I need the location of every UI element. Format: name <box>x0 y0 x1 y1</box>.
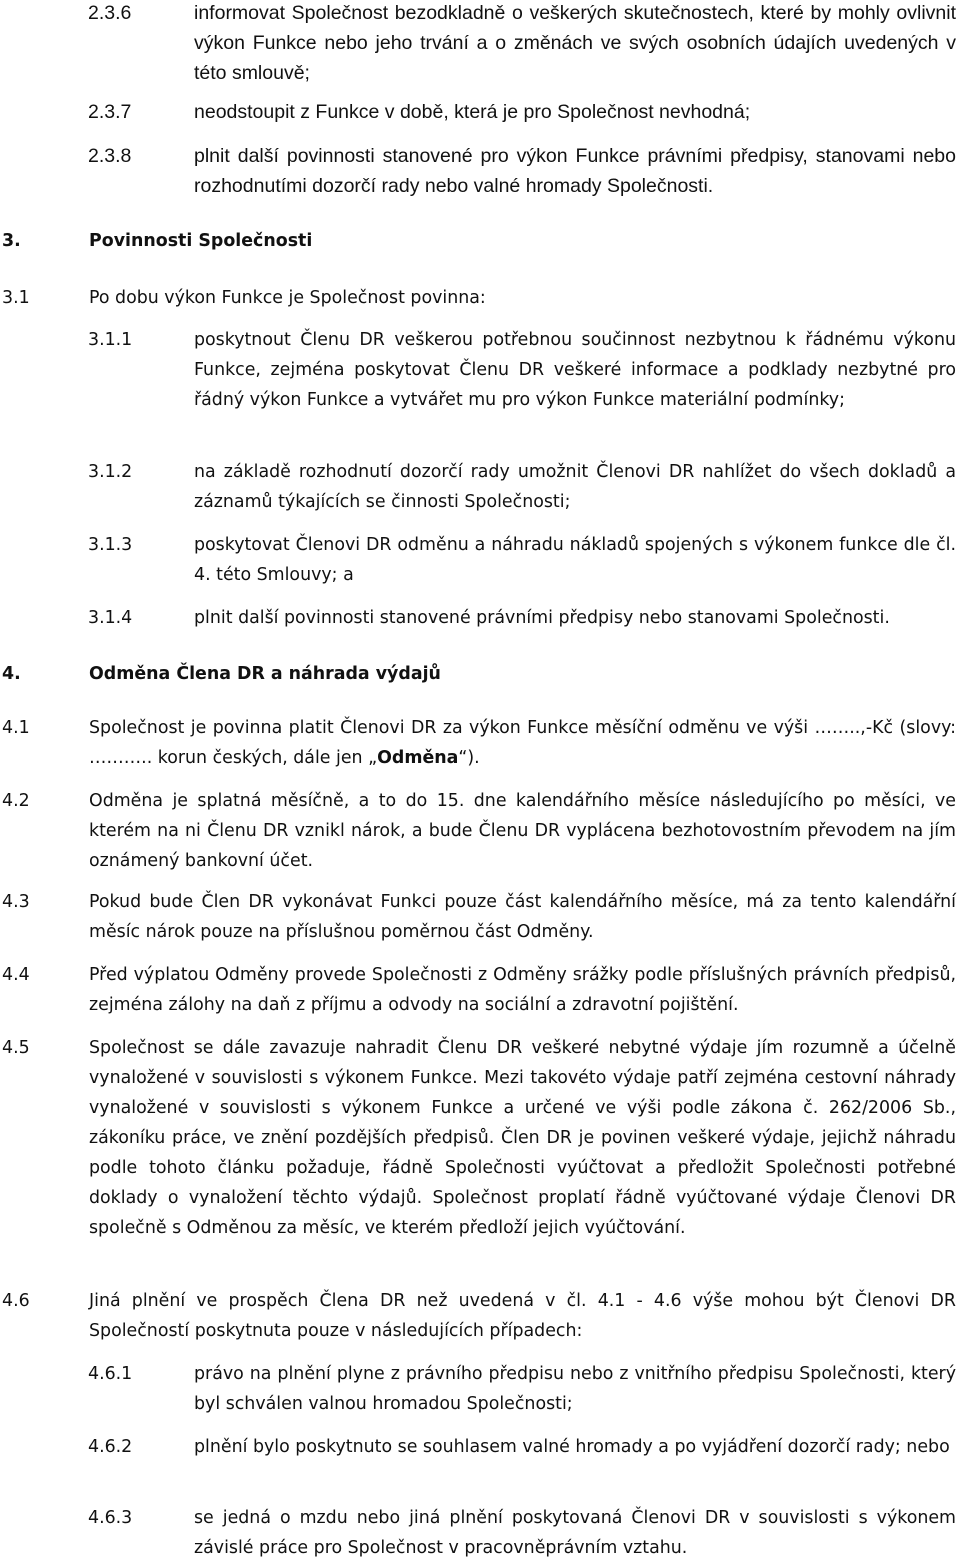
clause-text: Odměna je splatná měsíčně, a to do 15. dne kalendářního měsíce následujícího po měsíci, ve kterém na ni Členu DR vznikl nárok, a bude Členu DR vyplácena bezhotovostním převodem na jím oznámený bankovní účet. <box>89 791 956 871</box>
section-number: 4. <box>2 664 21 684</box>
clause-number: 4.6.2 <box>88 1437 133 1457</box>
clause-number: 4.6.1 <box>88 1364 133 1384</box>
clause-text: Před výplatou Odměny provede Společnosti z Odměny srážky podle příslušných právních předpisů, zejména zálohy na daň z příjmu a odvody na sociální a zdravotní pojištění. <box>89 965 956 1015</box>
clause-text: se jedná o mzdu nebo jiná plnění poskytovaná Členovi DR v souvislosti s výkonem závislé práce pro Společnost v pracovněprávním vztahu. <box>194 1508 956 1558</box>
clause-number: 4.2 <box>2 791 30 811</box>
clause-text: Pokud bude Člen DR vykonávat Funkci pouze část kalendářního měsíce, má za tento kalendářní měsíc nárok pouze na příslušnou poměrnou část Odměny. <box>89 892 956 942</box>
clause-text: informovat Společnost bezodkladně o veškerých skutečnostech, které by mohly ovlivnit výkon Funkce nebo jeho trvání a o změnách ve svých osobních údajích uvedených v této smlouvě; <box>194 2 956 84</box>
clause-text: plnění bylo poskytnuto se souhlasem valné hromady a po vyjádření dozorčí rady; nebo <box>194 1437 950 1457</box>
clause-text: plnit další povinnosti stanovené pro výkon Funkce právními předpisy, stanovami nebo rozhodnutími dozorčí rady nebo valné hromady Společnosti. <box>194 145 956 197</box>
clause-number: 4.6 <box>2 1291 30 1311</box>
clause-number: 3.1.4 <box>88 608 133 628</box>
clause-text: Jiná plnění ve prospěch Člena DR než uvedená v čl. 4.1 - 4.6 výše mohou být Členovi DR Společností poskytnuta pouze v následujících případech: <box>89 1291 956 1341</box>
clause-text: poskytovat Členovi DR odměnu a náhradu nákladů spojených s výkonem funkce dle čl. 4. této Smlouvy; a <box>194 535 956 585</box>
clause-number: 4.4 <box>2 965 30 985</box>
clause-number: 2.3.7 <box>88 101 132 123</box>
defined-term: Odměna <box>377 748 459 768</box>
clause-number: 3.1.2 <box>88 462 133 482</box>
clause-text: právo na plnění plyne z právního předpisu nebo z vnitřního předpisu Společnosti, který byl schválen valnou hromadou Společnosti; <box>194 1364 956 1414</box>
clause-text: Po dobu výkon Funkce je Společnost povinna: <box>89 288 486 308</box>
section-number: 3. <box>2 231 21 251</box>
clause-number: 3.1.3 <box>88 535 133 555</box>
clause-text: poskytnout Členu DR veškerou potřebnou součinnost nezbytnou k řádnému výkonu Funkce, zejména poskytovat Členu DR veškeré informace a podklady nezbytné pro řádný výkon Funkce a vytvářet mu pro výkon Funkce materiální podmínky; <box>194 330 956 410</box>
clause-text-part: “). <box>458 748 480 768</box>
clause-number: 2.3.8 <box>88 145 132 167</box>
clause-number: 4.6.3 <box>88 1508 133 1528</box>
clause-number: 3.1 <box>2 288 30 308</box>
clause-number: 2.3.6 <box>88 2 132 24</box>
clause-text <box>89 713 956 773</box>
clause-text: plnit další povinnosti stanovené právními předpisy nebo stanovami Společnosti. <box>194 608 890 628</box>
section-title: Povinnosti Společnosti <box>89 231 313 251</box>
clause-number: 4.1 <box>2 718 30 738</box>
clause-number: 4.3 <box>2 892 30 912</box>
clause-text: Společnost se dále zavazuje nahradit Členu DR veškeré nebytné výdaje jím rozumně a účelně vynaložené v souvislosti s výkonem Funkce. Mezi takovéto výdaje patří zejména cestovní náhrady vynaložené v souvislosti s výkonem Funkce a určené ve výši podle zákona č. 262/2006 Sb., zákoníku práce, ve znění pozdějších předpisů. Člen DR je povinen veškeré výdaje, jejichž náhradu podle tohoto článku požaduje, řádně Společnosti vyúčtovat a předložit Společnosti potřebné doklady o vynaložení těchto výdajů. Společnost proplatí řádně vyúčtované výdaje Členovi DR společně s Odměnou za měsíc, ve kterém předloží jejich vyúčtování. <box>89 1038 956 1238</box>
clause-number: 4.5 <box>2 1038 30 1058</box>
clause-text: neodstoupit z Funkce v době, která je pro Společnost nevhodná; <box>194 101 751 123</box>
clause-text: na základě rozhodnutí dozorčí rady umožnit Členovi DR nahlížet do všech dokladů a záznamů týkajících se činnosti Společnosti; <box>194 462 956 512</box>
section-title: Odměna Člena DR a náhrada výdajů <box>89 664 441 684</box>
clause-number: 3.1.1 <box>88 330 133 350</box>
clause-text-part: Společnost je povinna platit Členovi DR za výkon Funkce měsíční odměnu ve výši ……..,-Kč (slovy: ……….. korun českých, dále jen „ <box>89 718 956 768</box>
